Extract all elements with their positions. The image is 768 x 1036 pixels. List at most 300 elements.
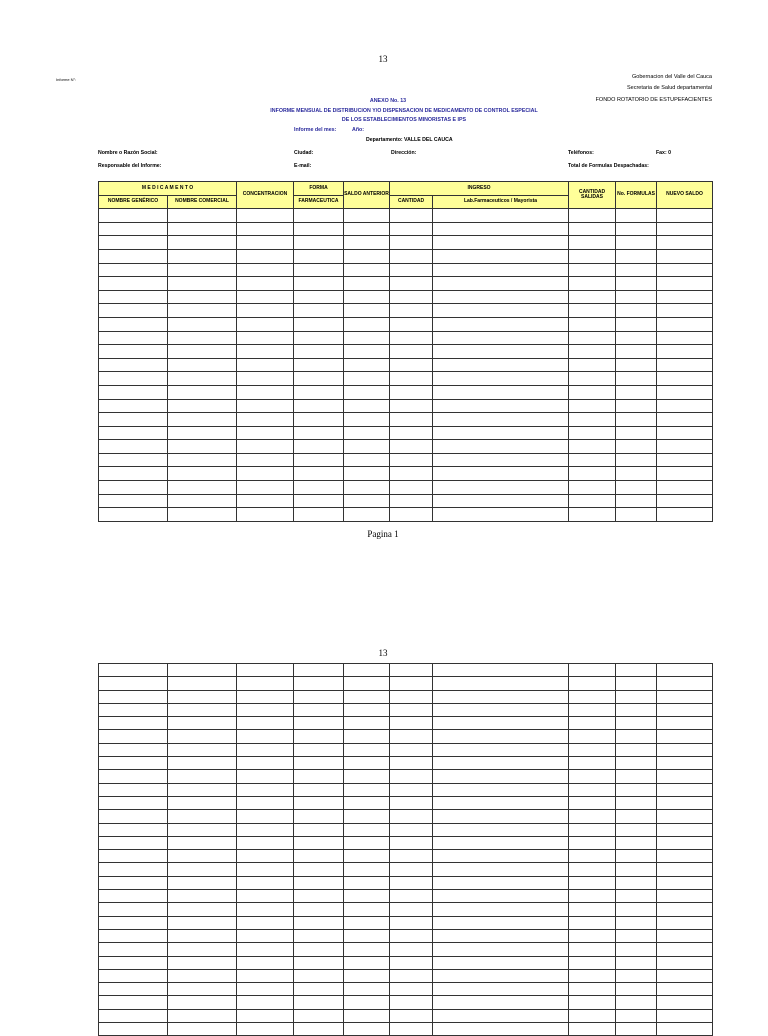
table-cell bbox=[390, 730, 433, 743]
table-cell bbox=[657, 876, 713, 889]
table-cell bbox=[99, 863, 168, 876]
table-cell bbox=[237, 969, 294, 982]
table-cell bbox=[657, 222, 713, 236]
table-body bbox=[99, 209, 713, 522]
table-cell bbox=[616, 508, 657, 522]
table-cell bbox=[390, 413, 433, 427]
table-cell bbox=[344, 358, 390, 372]
table-cell bbox=[168, 467, 237, 481]
header-nombre-comercial: NOMBRE COMERCIAL bbox=[168, 195, 237, 209]
table-cell bbox=[433, 929, 569, 942]
table-cell bbox=[433, 440, 569, 454]
table-cell bbox=[294, 956, 344, 969]
table-cell bbox=[168, 426, 237, 440]
table-cell bbox=[237, 703, 294, 716]
table-cell bbox=[569, 277, 616, 291]
table-cell bbox=[294, 209, 344, 223]
table-cell bbox=[616, 743, 657, 756]
table-cell bbox=[433, 317, 569, 331]
table-cell bbox=[569, 263, 616, 277]
table-cell bbox=[657, 770, 713, 783]
table-cell bbox=[344, 943, 390, 956]
table-row bbox=[99, 263, 713, 277]
table-cell bbox=[99, 903, 168, 916]
table-cell bbox=[294, 1009, 344, 1022]
table-row bbox=[99, 876, 713, 889]
anexo-label: ANEXO No. 13 bbox=[369, 98, 407, 104]
table-cell bbox=[344, 983, 390, 996]
table-cell bbox=[294, 810, 344, 823]
table-cell bbox=[99, 440, 168, 454]
table-cell bbox=[390, 836, 433, 849]
table-cell bbox=[390, 810, 433, 823]
header-no-formulas: No. FORMULAS bbox=[616, 182, 657, 209]
table-cell bbox=[657, 453, 713, 467]
table-row bbox=[99, 236, 713, 250]
table-cell bbox=[237, 508, 294, 522]
table-cell bbox=[344, 810, 390, 823]
table-cell bbox=[99, 263, 168, 277]
table-cell bbox=[433, 890, 569, 903]
page-footer: Pagina 1 bbox=[367, 529, 399, 539]
table-cell bbox=[344, 757, 390, 770]
table-cell bbox=[99, 345, 168, 359]
table-cell bbox=[168, 263, 237, 277]
table-cell bbox=[390, 850, 433, 863]
table-row bbox=[99, 304, 713, 318]
table-cell bbox=[168, 903, 237, 916]
table-cell bbox=[168, 372, 237, 386]
table-cell bbox=[616, 890, 657, 903]
table-cell bbox=[433, 836, 569, 849]
table-cell bbox=[657, 863, 713, 876]
table-cell bbox=[99, 331, 168, 345]
header-farmaceutica: FARMACEUTICA bbox=[294, 195, 344, 209]
table-cell bbox=[168, 983, 237, 996]
table-cell bbox=[344, 440, 390, 454]
table-cell bbox=[657, 717, 713, 730]
table-cell bbox=[294, 345, 344, 359]
table-cell bbox=[99, 249, 168, 263]
table-cell bbox=[168, 796, 237, 809]
table-cell bbox=[294, 690, 344, 703]
table-cell bbox=[616, 372, 657, 386]
table-cell bbox=[294, 413, 344, 427]
table-row bbox=[99, 664, 713, 677]
table-cell bbox=[433, 263, 569, 277]
table-cell bbox=[168, 481, 237, 495]
table-cell bbox=[99, 916, 168, 929]
table-row bbox=[99, 996, 713, 1009]
table-cell bbox=[569, 730, 616, 743]
table-cell bbox=[294, 903, 344, 916]
table-cell bbox=[237, 876, 294, 889]
table-cell bbox=[344, 783, 390, 796]
table-cell bbox=[168, 277, 237, 291]
table-cell bbox=[344, 372, 390, 386]
table-cell bbox=[168, 770, 237, 783]
table-cell bbox=[237, 263, 294, 277]
table-cell bbox=[344, 236, 390, 250]
header-cantidad: CANTIDAD bbox=[390, 195, 433, 209]
table-cell bbox=[433, 770, 569, 783]
document-title: INFORME MENSUAL DE DISTRIBUCION Y/O DISPENSACION DE MEDICAMENTO DE CONTROL ESPECIAL bbox=[270, 108, 538, 114]
table-cell bbox=[657, 467, 713, 481]
table-cell bbox=[168, 453, 237, 467]
table-cell bbox=[168, 823, 237, 836]
table-cell bbox=[657, 385, 713, 399]
table-cell bbox=[390, 399, 433, 413]
table-cell bbox=[616, 703, 657, 716]
table-cell bbox=[616, 996, 657, 1009]
table-cell bbox=[344, 956, 390, 969]
table-cell bbox=[99, 796, 168, 809]
table-row bbox=[99, 222, 713, 236]
table-cell bbox=[168, 757, 237, 770]
table-cell bbox=[390, 823, 433, 836]
table-cell bbox=[294, 249, 344, 263]
table-row bbox=[99, 249, 713, 263]
table-row bbox=[99, 677, 713, 690]
table-cell bbox=[390, 863, 433, 876]
table-cell bbox=[344, 770, 390, 783]
table-cell bbox=[294, 467, 344, 481]
table-cell bbox=[168, 236, 237, 250]
table-cell bbox=[616, 836, 657, 849]
table-cell bbox=[294, 440, 344, 454]
table-cell bbox=[569, 222, 616, 236]
table-cell bbox=[390, 770, 433, 783]
header-nuevo-saldo: NUEVO SALDO bbox=[657, 182, 713, 209]
header-cantidad-salidas: CANTIDAD SALIDAS bbox=[569, 182, 616, 209]
table-cell bbox=[237, 358, 294, 372]
table-cell bbox=[569, 372, 616, 386]
table-cell bbox=[168, 730, 237, 743]
table-cell bbox=[294, 304, 344, 318]
table-row bbox=[99, 385, 713, 399]
table-cell bbox=[237, 890, 294, 903]
table-cell bbox=[569, 770, 616, 783]
table-cell bbox=[294, 996, 344, 1009]
table-cell bbox=[168, 413, 237, 427]
table-row bbox=[99, 467, 713, 481]
table-cell bbox=[294, 290, 344, 304]
table-cell bbox=[294, 703, 344, 716]
table-cell bbox=[657, 1023, 713, 1036]
table-cell bbox=[294, 836, 344, 849]
table-row bbox=[99, 863, 713, 876]
table-cell bbox=[99, 743, 168, 756]
table-cell bbox=[616, 304, 657, 318]
table-cell bbox=[616, 1023, 657, 1036]
table-cell bbox=[569, 903, 616, 916]
table-cell bbox=[433, 372, 569, 386]
table-cell bbox=[390, 796, 433, 809]
table-cell bbox=[168, 222, 237, 236]
table-cell bbox=[657, 331, 713, 345]
table-cell bbox=[99, 757, 168, 770]
table-cell bbox=[237, 836, 294, 849]
table-cell bbox=[294, 796, 344, 809]
table-row bbox=[99, 903, 713, 916]
table-cell bbox=[344, 426, 390, 440]
table-cell bbox=[344, 263, 390, 277]
table-cell bbox=[569, 876, 616, 889]
table-cell bbox=[616, 929, 657, 942]
table-cell bbox=[433, 399, 569, 413]
table-cell bbox=[168, 783, 237, 796]
table-cell bbox=[237, 916, 294, 929]
informe-number-label: Informe N°: bbox=[56, 77, 77, 82]
table-cell bbox=[569, 743, 616, 756]
table-cell bbox=[616, 876, 657, 889]
table-cell bbox=[657, 277, 713, 291]
table-cell bbox=[569, 943, 616, 956]
table-cell bbox=[99, 996, 168, 1009]
table-cell bbox=[390, 277, 433, 291]
table-cell bbox=[657, 956, 713, 969]
header-nombre-generico: NOMBRE GENÉRICO bbox=[99, 195, 168, 209]
table-cell bbox=[657, 494, 713, 508]
table-cell bbox=[616, 1009, 657, 1022]
table-cell bbox=[344, 876, 390, 889]
table-cell bbox=[99, 770, 168, 783]
table-cell bbox=[569, 331, 616, 345]
table-cell bbox=[168, 810, 237, 823]
table-cell bbox=[569, 664, 616, 677]
table-cell bbox=[168, 331, 237, 345]
table-cell bbox=[294, 969, 344, 982]
table-cell bbox=[344, 664, 390, 677]
table-cell bbox=[569, 236, 616, 250]
table-row bbox=[99, 717, 713, 730]
table-cell bbox=[616, 358, 657, 372]
table-cell bbox=[433, 209, 569, 223]
table-cell bbox=[294, 222, 344, 236]
table-cell bbox=[433, 983, 569, 996]
table-cell bbox=[569, 426, 616, 440]
table-cell bbox=[294, 730, 344, 743]
table-cell bbox=[616, 290, 657, 304]
table-cell bbox=[657, 890, 713, 903]
table-cell bbox=[569, 317, 616, 331]
table-cell bbox=[433, 1023, 569, 1036]
informe-mes-label: Informe del mes: bbox=[294, 127, 337, 133]
table-cell bbox=[657, 969, 713, 982]
table-cell bbox=[657, 413, 713, 427]
table-cell bbox=[433, 690, 569, 703]
table-cell bbox=[657, 757, 713, 770]
table-cell bbox=[99, 717, 168, 730]
table-cell bbox=[569, 209, 616, 223]
table-cell bbox=[237, 1023, 294, 1036]
table-row bbox=[99, 345, 713, 359]
table-row bbox=[99, 943, 713, 956]
table-cell bbox=[344, 863, 390, 876]
table-row bbox=[99, 331, 713, 345]
table-cell bbox=[390, 757, 433, 770]
table-cell bbox=[168, 440, 237, 454]
table-cell bbox=[616, 385, 657, 399]
document-subtitle: DE LOS ESTABLECIMIENTOS MINORISTAS E IPS bbox=[341, 117, 467, 123]
table-row bbox=[99, 481, 713, 495]
table-row bbox=[99, 796, 713, 809]
table-cell bbox=[294, 331, 344, 345]
table-cell bbox=[99, 730, 168, 743]
table-cell bbox=[569, 783, 616, 796]
table-cell bbox=[657, 440, 713, 454]
table-cell bbox=[616, 783, 657, 796]
table-cell bbox=[616, 494, 657, 508]
table-cell bbox=[168, 956, 237, 969]
table-cell bbox=[237, 399, 294, 413]
table-cell bbox=[168, 863, 237, 876]
table-cell bbox=[616, 317, 657, 331]
table-cell bbox=[657, 943, 713, 956]
email-label: E-mail: bbox=[294, 163, 312, 169]
table-cell bbox=[344, 743, 390, 756]
table-cell bbox=[99, 1023, 168, 1036]
table-cell bbox=[237, 943, 294, 956]
table-cell bbox=[237, 277, 294, 291]
table-cell bbox=[657, 783, 713, 796]
header-forma: FORMA bbox=[294, 182, 344, 196]
table-row bbox=[99, 413, 713, 427]
table-cell bbox=[433, 1009, 569, 1022]
table-row bbox=[99, 836, 713, 849]
table-cell bbox=[657, 249, 713, 263]
table-cell bbox=[99, 453, 168, 467]
table-cell bbox=[433, 222, 569, 236]
table-cell bbox=[294, 743, 344, 756]
table-cell bbox=[294, 890, 344, 903]
table-cell bbox=[657, 983, 713, 996]
table-cell bbox=[657, 345, 713, 359]
table-cell bbox=[569, 249, 616, 263]
table-cell bbox=[433, 345, 569, 359]
table-cell bbox=[433, 969, 569, 982]
table-cell bbox=[168, 996, 237, 1009]
table-cell bbox=[294, 426, 344, 440]
table-cell bbox=[433, 331, 569, 345]
table-cell bbox=[433, 304, 569, 318]
table-cell bbox=[616, 903, 657, 916]
table-cell bbox=[569, 440, 616, 454]
table-cell bbox=[569, 508, 616, 522]
table-cell bbox=[344, 399, 390, 413]
table-cell bbox=[616, 345, 657, 359]
table-cell bbox=[99, 943, 168, 956]
table-cell bbox=[99, 222, 168, 236]
table-cell bbox=[616, 481, 657, 495]
table-cell bbox=[616, 796, 657, 809]
table-cell bbox=[294, 916, 344, 929]
table-cell bbox=[390, 743, 433, 756]
table-cell bbox=[433, 277, 569, 291]
table-cell bbox=[294, 1023, 344, 1036]
table-cell bbox=[616, 943, 657, 956]
table-cell bbox=[616, 717, 657, 730]
table-row bbox=[99, 277, 713, 291]
table-cell bbox=[390, 876, 433, 889]
table-cell bbox=[616, 413, 657, 427]
departamento-label: Departamento: VALLE DEL CAUCA bbox=[366, 137, 453, 143]
table-cell bbox=[168, 358, 237, 372]
table-cell bbox=[237, 956, 294, 969]
table-cell bbox=[344, 304, 390, 318]
table-cell bbox=[294, 277, 344, 291]
table-cell bbox=[657, 372, 713, 386]
table-cell bbox=[237, 863, 294, 876]
table-cell bbox=[569, 358, 616, 372]
table-row bbox=[99, 1023, 713, 1036]
table-cell bbox=[294, 664, 344, 677]
table-cell bbox=[616, 263, 657, 277]
table-row bbox=[99, 850, 713, 863]
table-cell bbox=[237, 983, 294, 996]
table-cell bbox=[616, 209, 657, 223]
table-cell bbox=[390, 317, 433, 331]
table-cell bbox=[168, 743, 237, 756]
table-row bbox=[99, 956, 713, 969]
table-cell bbox=[344, 222, 390, 236]
table-cell bbox=[344, 996, 390, 1009]
header-gobernacion: Gobernacion del Valle del Cauca bbox=[631, 74, 712, 80]
table-cell bbox=[168, 494, 237, 508]
medicamento-table bbox=[98, 181, 713, 522]
table-cell bbox=[616, 810, 657, 823]
table-cell bbox=[657, 903, 713, 916]
table-cell bbox=[168, 677, 237, 690]
table-cell bbox=[616, 222, 657, 236]
table-cell bbox=[344, 481, 390, 495]
table-row bbox=[99, 703, 713, 716]
table-cell bbox=[344, 249, 390, 263]
table-cell bbox=[390, 440, 433, 454]
table-cell bbox=[99, 876, 168, 889]
table-cell bbox=[344, 903, 390, 916]
table-cell bbox=[657, 703, 713, 716]
table-cell bbox=[657, 850, 713, 863]
table-cell bbox=[99, 664, 168, 677]
table-cell bbox=[569, 467, 616, 481]
table-row bbox=[99, 290, 713, 304]
table-cell bbox=[99, 317, 168, 331]
table-cell bbox=[99, 690, 168, 703]
table-cell bbox=[657, 929, 713, 942]
table-cell bbox=[569, 304, 616, 318]
table-cell bbox=[390, 236, 433, 250]
table-cell bbox=[344, 1009, 390, 1022]
table-cell bbox=[390, 1009, 433, 1022]
table-cell bbox=[344, 290, 390, 304]
table-cell bbox=[237, 903, 294, 916]
table-cell bbox=[616, 249, 657, 263]
header-secretaria: Secretaria de Salud departamental bbox=[627, 85, 712, 91]
table-cell bbox=[237, 783, 294, 796]
table-cell bbox=[99, 413, 168, 427]
table-cell bbox=[99, 969, 168, 982]
table-cell bbox=[657, 508, 713, 522]
table-cell bbox=[99, 236, 168, 250]
table-cell bbox=[168, 890, 237, 903]
table-cell bbox=[294, 481, 344, 495]
header-saldo-anterior: SALDO ANTERIOR bbox=[344, 182, 390, 209]
table-cell bbox=[390, 929, 433, 942]
table-cell bbox=[569, 413, 616, 427]
table-cell bbox=[344, 413, 390, 427]
table-cell bbox=[390, 263, 433, 277]
